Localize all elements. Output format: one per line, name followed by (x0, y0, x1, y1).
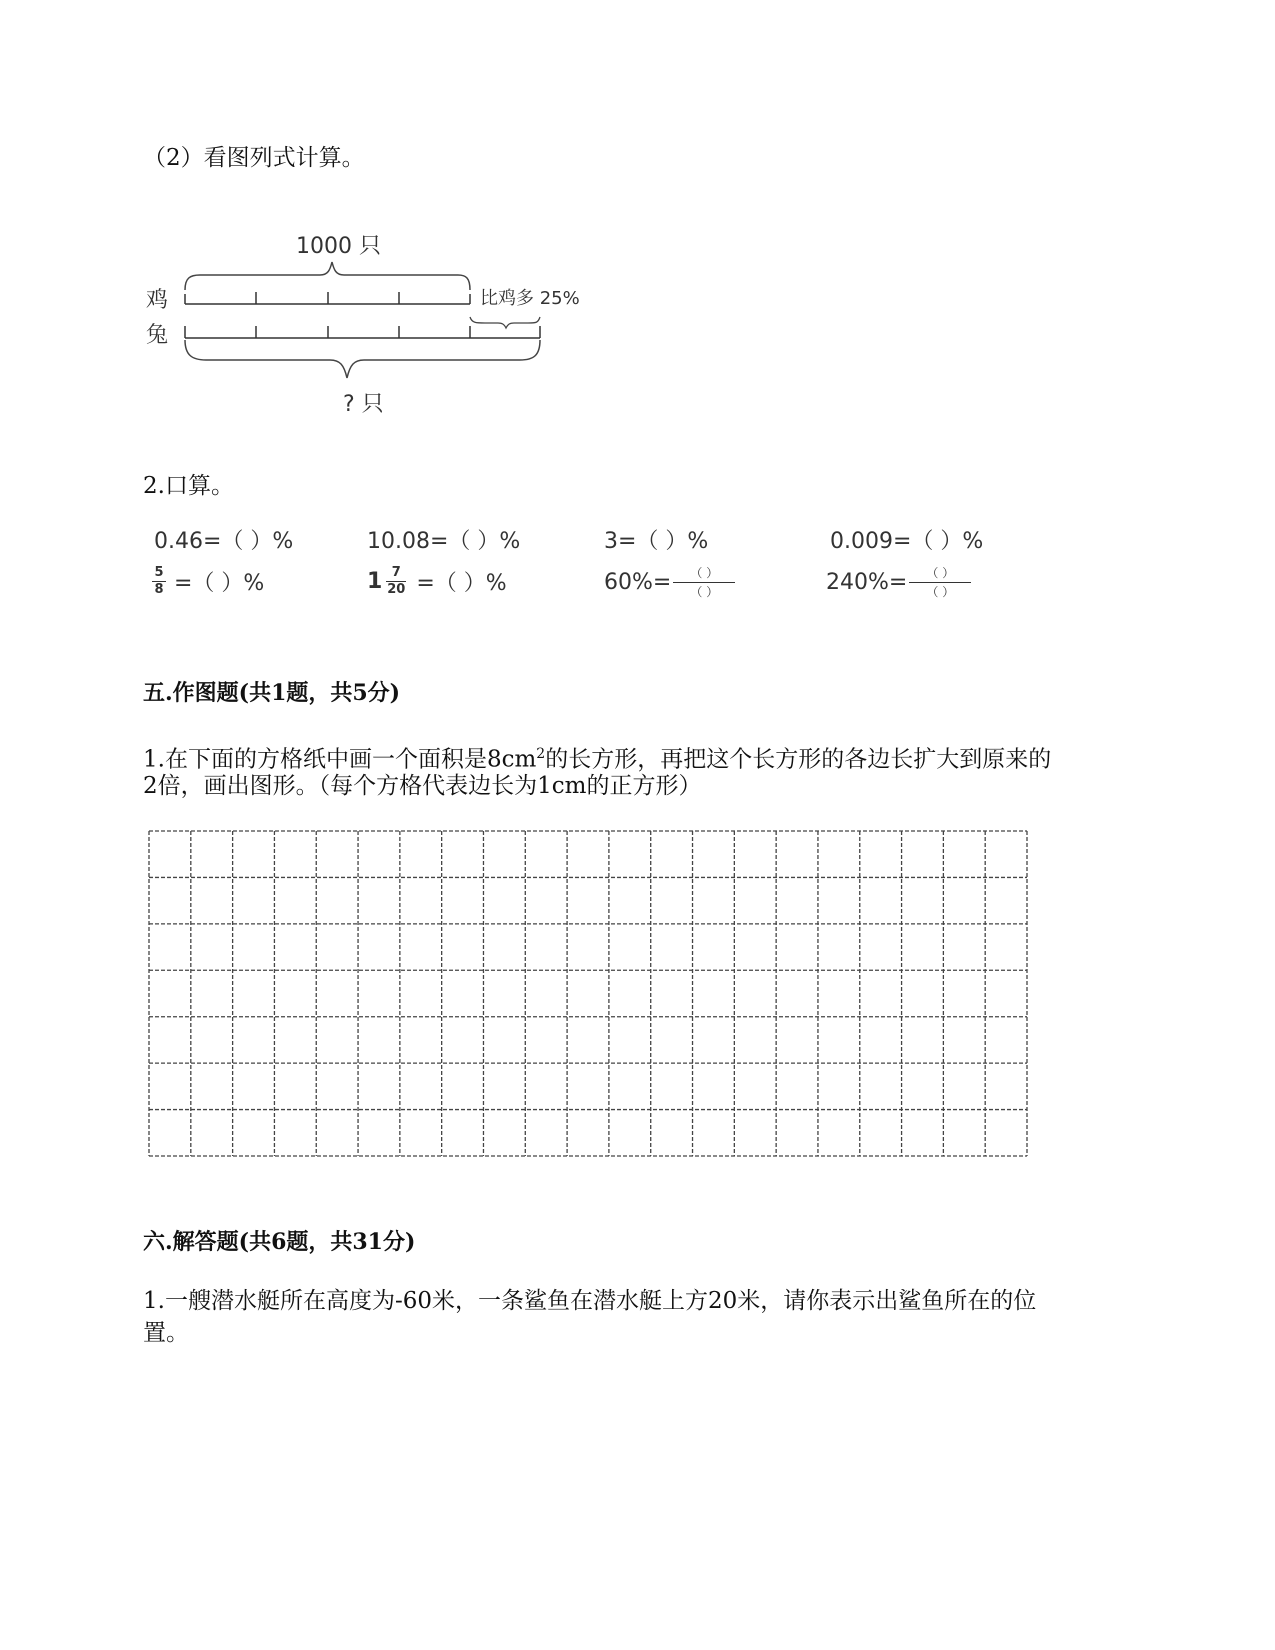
fraction-7-20 (386, 566, 406, 597)
oral-item-8-text: 240%= (826, 570, 908, 595)
section-6-title: 六.解答题(共6题，共31分) (143, 1229, 416, 1255)
blank-numerator: （ ） (926, 566, 955, 580)
total-label: 1000 只 (296, 234, 381, 259)
q1-superscript: 2 (536, 746, 546, 762)
oral-item-6-rest: =（ ）% (416, 571, 507, 596)
fraction-denominator: 20 (387, 582, 406, 597)
fraction-numerator: 5 (154, 565, 164, 580)
oral-item-8 (826, 566, 971, 599)
blank-denominator: （ ） (690, 585, 719, 599)
section-6-q1-line2: 置。 (143, 1320, 189, 1346)
q1-text-post: 的长方形，再把这个长方形的各边长扩大到原来的 (545, 746, 1052, 773)
oral-item-4: 0.009=（ ）% (830, 529, 984, 554)
extra-brace (470, 317, 540, 328)
more-label: 比鸡多 25% (480, 288, 580, 309)
blank-fraction-2 (909, 566, 971, 599)
oral-item-2: 10.08=（ ）% (367, 529, 521, 554)
question-2-text: （2）看图列式计算。 (143, 145, 365, 171)
total-brace (185, 262, 470, 290)
grid-svg[interactable] (148, 830, 1028, 1158)
oral-item-1: 0.46=（ ）% (154, 529, 294, 554)
oral-item-6 (367, 566, 507, 597)
question-label: ? 只 (343, 392, 384, 417)
total-question-brace (185, 340, 540, 378)
fraction-denominator: 8 (154, 582, 164, 597)
drawing-grid[interactable] (148, 830, 1028, 1158)
section-6-q1-line1: 1.一艘潜水艇所在高度为-60米，一条鲨鱼在潜水艇上方20米，请你表示出鲨鱼所在的位 (143, 1288, 1037, 1314)
section-5-q1-line2: 2倍，画出图形。（每个方格代表边长为1cm的正方形） (143, 773, 702, 799)
chicken-label: 鸡 (146, 288, 169, 313)
fraction-5-8 (152, 566, 166, 597)
oral-item-5-rest: =（ ）% (174, 571, 265, 596)
oral-item-3: 3=（ ）% (604, 529, 709, 554)
blank-denominator: （ ） (926, 585, 955, 599)
blank-numerator: （ ） (690, 566, 719, 580)
oral-item-7-text: 60%= (604, 570, 672, 595)
mixed-whole: 1 (367, 569, 383, 594)
oral-item-5 (152, 566, 264, 597)
blank-fraction-1 (673, 566, 735, 599)
rabbit-label: 兔 (146, 323, 169, 348)
oral-item-7 (604, 566, 735, 599)
section-5-title: 五.作图题(共1题，共5分) (143, 680, 401, 706)
fraction-numerator: 7 (391, 565, 401, 580)
q1-text-pre: 1.在下面的方格纸中画一个面积是8cm (143, 746, 537, 773)
oral-calc-title: 2.口算。 (143, 473, 234, 499)
